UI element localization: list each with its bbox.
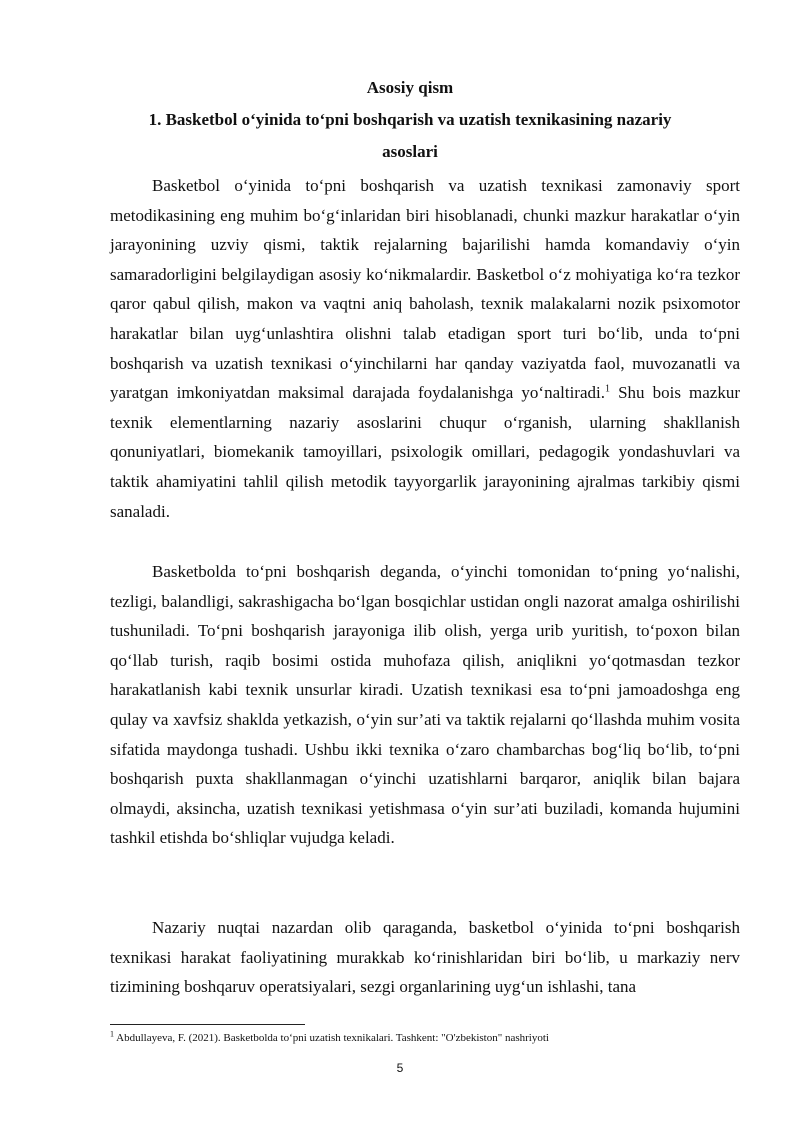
paragraph-2: Basketbolda to‘pni boshqarish deganda, o‘yinchi tomonidan to‘pning yo‘nalishi, tezligi, balandligi, sakrashigacha bo‘lgan bosqichlar ustidan ongli nazorat amalga oshirilishi tushuniladi. To‘pni boshqarish jarayoniga ilib olish, yerga urib yuritish, to‘poxon bilan qo‘llab turish, raqib bosimi ostida muhofaza qilish, aniqlikni yo‘qotmasdan tezkor harakatlanish kabi texnik unsurlar kiradi. Uzatish texnikasi esa to‘pni jamoadoshga eng qulay va xavfsiz shaklda yetkazish, o‘yin sur’ati va taktik rejalarni qo‘llashda muhim vosita sifatida maydonga tushadi. Ushbu ikki texnika o‘zaro chambarchas bog‘liq bo‘lib, to‘pni boshqarish puxta shakllanmagan o‘yinchi uzatishlarni barqaror, aniqlik bilan bajara olmaydi, aksincha, uzatish texnikasi yetishmasa o‘yin sur’ati buziladi, komanda hujumini tashkil etishda bo‘shliqlar vujudga keladi. — [110, 562, 740, 848]
section-label: Asosiy qism — [366, 78, 454, 97]
footnote-reference: 1 — [604, 383, 610, 395]
paragraph-1 — [110, 171, 740, 526]
chapter-title-line1: 1. Basketbol o‘yinida to‘pni boshqarish va uzatish texnikasining nazariy — [148, 110, 672, 129]
footnote-number: 1 — [110, 1029, 114, 1039]
footnote — [110, 1031, 740, 1046]
paragraph-1-continuation: Shu bois mazkur texnik elementlarning nazariy asoslarini chuqur o‘rganish, ularning shakllanish qonuniyatlari, biomekanik tamoyillari, psixologik omillari, pedagogik yondashuvlari va taktik ahamiyatini tahlil qilish metodik tayyorgarlik jarayonining ajralmas tarkibiy qismi sanaladi. — [110, 383, 740, 521]
page-number: 5 — [396, 1061, 404, 1075]
footnote-separator — [110, 1024, 305, 1025]
paragraph-3: Nazariy nuqtai nazardan olib qaraganda, basketbol o‘yinida to‘pni boshqarish texnikasi harakat faoliyatining murakkab ko‘rinishlaridan biri bo‘lib, u markaziy nerv tizimining boshqaruv operatsiyalari, sezgi organlarining uyg‘un ishlashi, tana — [110, 918, 740, 997]
footnote-text: Abdullayeva, F. (2021). Basketbolda to‘pni uzatish texnikalari. Tashkent: "O'zbekiston" nashriyoti — [114, 1032, 549, 1044]
chapter-title-line2: asoslari — [382, 142, 438, 161]
paragraph-1-text: Basketbol o‘yinida to‘pni boshqarish va uzatish texnikasi zamonaviy sport metodikasining eng muhim bo‘g‘inlaridan biri hisoblanadi, chunki mazkur harakatlar o‘yin jarayonining uzviy qismi, taktik rejalarning bajarilishi hamda komandaviy o‘yin samaradorligini belgilaydigan asosiy ko‘nikmalardir. Basketbol o‘z mohiyatiga ko‘ra tezkor qaror qabul qilish, makon va vaqtni aniq baholash, texnik malakalarni nozik psixomotor harakatlar bilan uyg‘unlashtira olishni talab etadigan sport turi bo‘lib, unda to‘pni boshqarish va uzatish texnikasi o‘yinchilarni har qanday vaziyatda faol, muvozanatli va yaratgan imkoniyatdan maksimal darajada foydalanishga yo‘naltiradi. — [110, 176, 740, 403]
